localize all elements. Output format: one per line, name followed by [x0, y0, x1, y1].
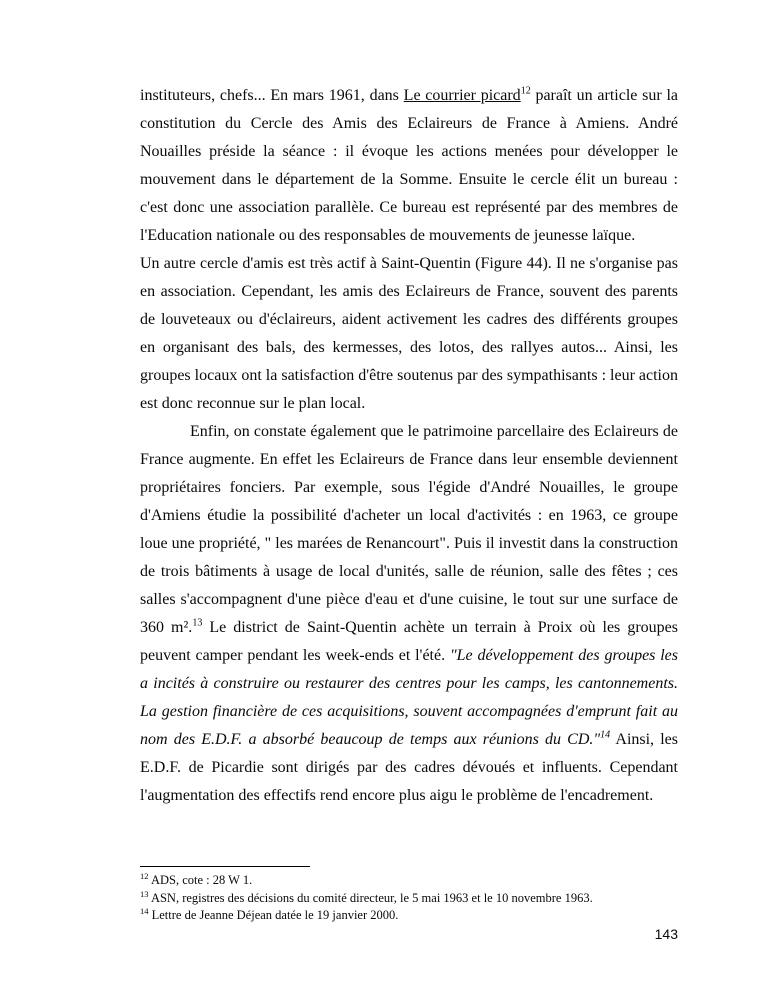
footnote-ref-14: 14 — [600, 729, 611, 741]
footnotes-section — [140, 866, 678, 925]
text-run: Enfin, on constate également que le patrimoine parcellaire des Eclaireurs de France augmente. En effet les Eclaireurs de France dans leur ensemble deviennent propriétaires fonciers. Par exemple, sous l'égide d'André Nouailles, le groupe d'Amiens étudie la possibilité d'acheter un local d'activités : en 1963, ce groupe loue une propriété, " les marées de Renancourt". Puis il investit dans la construction de trois bâtiments à usage de local d'unités, salle de réunion, salle des fêtes ; ces salles s'accompagnent d'une pièce d'eau et d'une cuisine, le tout sur une surface de 360 m². — [140, 423, 678, 636]
footnote-text: ADS, cote : 28 W 1. — [150, 873, 253, 887]
paragraph-1 — [140, 82, 678, 250]
footnote-item-14 — [140, 907, 678, 925]
text-run: Un autre cercle d'amis est très actif à Saint-Quentin (Figure 44). Il ne s'organise pas en association. Cependant, les amis des Eclaireurs de France, souvent des parents de louveteaux ou d'éclaireurs, aident activement les cadres des différents groupes en organisant des bals, des kermesses, des lotos, des rallyes autos... Ainsi, les groupes locaux ont la satisfaction d'être soutenus par des sympathisants : leur action est donc reconnue sur le plan local. — [140, 255, 678, 412]
footnote-text: Lettre de Jeanne Déjean datée le 19 janvier 2000. — [151, 908, 399, 922]
footnote-marker: 12 — [140, 870, 149, 881]
text-run: instituteurs, chefs... En mars 1961, dans — [140, 87, 404, 104]
footnote-ref-13: 13 — [192, 617, 203, 629]
footnote-separator — [140, 866, 310, 867]
footnote-ref-12: 12 — [520, 85, 531, 97]
body-text — [140, 82, 678, 810]
text-run: Ainsi, les E.D.F. de Picardie sont dirigés par des cadres dévoués et influents. Cependant l'augmentation des effectifs rend encore plus aigu le problème de l'encadrement. — [140, 731, 679, 804]
paragraph-3 — [140, 418, 678, 810]
text-run: Le district de Saint-Quentin achète un terrain à Proix où les groupes peuvent camper pendant les week-ends et l'été. — [140, 619, 679, 664]
footnote-marker: 13 — [140, 888, 149, 899]
footnote-marker: 14 — [140, 905, 149, 916]
text-run: paraît un article sur la constitution du Cercle des Amis des Eclaireurs de France à Amiens. André Nouailles préside la séance : il évoque les actions menées pour développer le mouvement dans le département de la Somme. Ensuite le cercle élit un bureau : c'est donc une association parallèle. Ce bureau est représenté par des membres de l'Education nationale ou des responsables de mouvements de jeunesse laïque. — [140, 87, 679, 244]
page-number: 143 — [654, 926, 678, 942]
footnote-item-13 — [140, 890, 678, 908]
underlined-periodical-title: Le courrier picard — [403, 87, 521, 104]
footnote-item-12 — [140, 872, 678, 890]
footnote-text: ASN, registres des décisions du comité directeur, le 5 mai 1963 et le 10 novembre 1963. — [150, 890, 593, 905]
italic-quotation: "Le développement des groupes les a incités à construire ou restaurer des centres pour les camps, les cantonnements. La gestion financière de ces acquisitions, souvent accompagnées d'emprunt fait au nom des E.D.F. a absorbé beaucoup de temps aux réunions du CD." — [140, 647, 679, 748]
paragraph-2 — [140, 250, 678, 418]
